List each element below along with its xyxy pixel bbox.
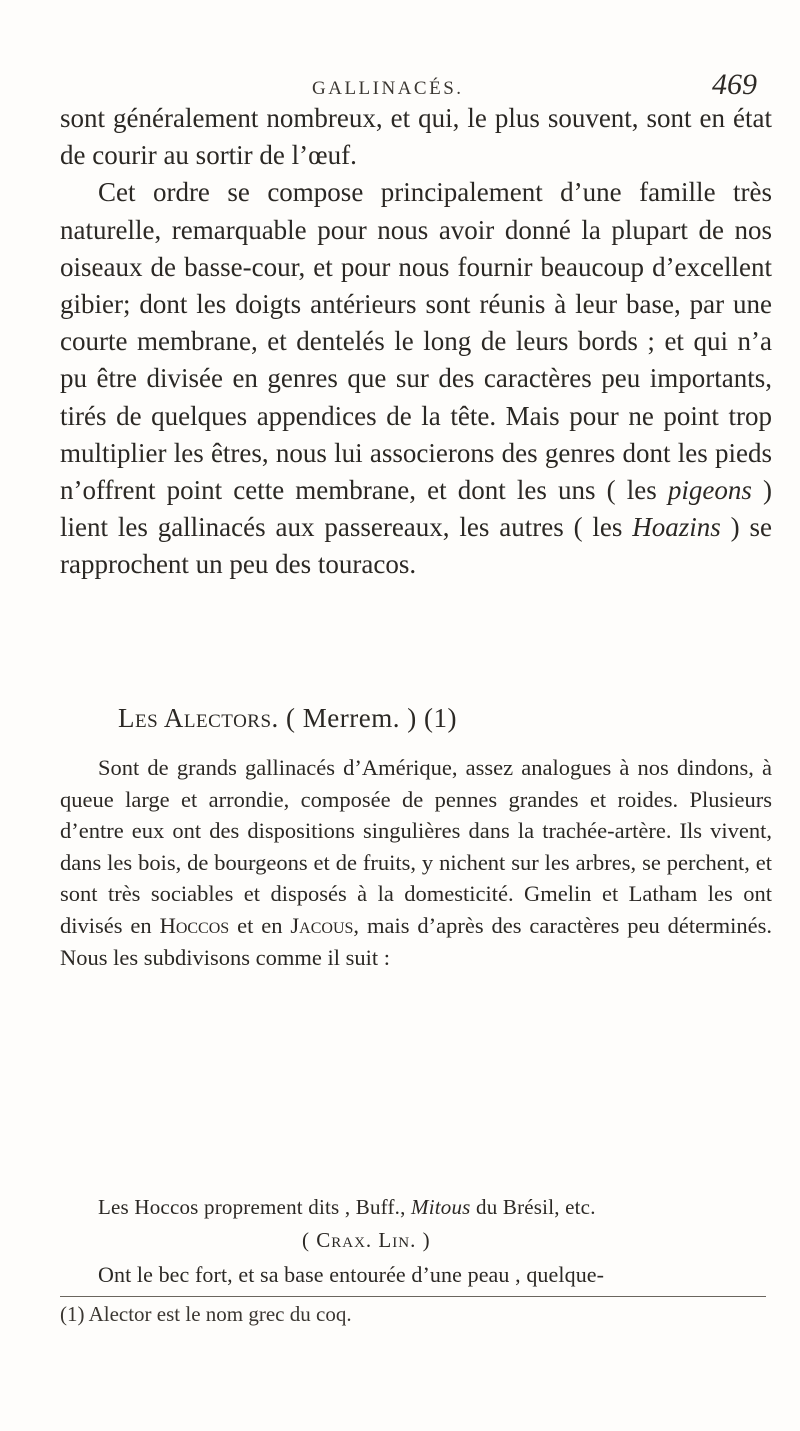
genus-authority: ( Merrem. ) (1): [286, 703, 457, 733]
smallcaps-term: Jacous: [290, 912, 354, 938]
text-run: Les Hoccos proprement dits , Buff.,: [98, 1195, 412, 1219]
text-run: et en: [229, 912, 291, 938]
text-run: sont généralement nombreux, et qui, le plus souvent, sont en état de courir au sortir de l’œuf.: [60, 103, 772, 171]
text-run: du Brésil, etc.: [470, 1195, 596, 1219]
paragraph-continuation: [60, 100, 772, 174]
paragraph-order-description: [60, 174, 772, 583]
genus-heading: [118, 703, 457, 734]
subgenus-continuation: Ont le bec fort, et sa base entourée d’une peau , quelque-: [98, 1262, 605, 1287]
italic-term: Mitous: [411, 1195, 471, 1219]
page-number: 469: [712, 68, 757, 101]
text-run: ) se rapprochent un peu des touracos.: [60, 512, 772, 580]
italic-term: pigeons: [667, 475, 752, 506]
subgenus-hoccos-line: [98, 1195, 596, 1220]
footnote-rule: [60, 1296, 766, 1297]
footnote: (1) Alector est le nom grec du coq.: [60, 1302, 352, 1326]
text-run: Sont de grands gallinacés d’Amérique, assez analogues à nos dindons, à queue large et arrondie, composée de pennes grandes et roides. Plusieurs d’entre eux ont des dispositions singulières dans la trachée-artère. Ils vivent, dans les bois, de bourgeons et de fruits, y nichent sur les arbres, se perchent, et sont très sociables et disposés à la domesticité. Gmelin et Latham les ont divisés en: [60, 755, 772, 938]
genus-name: Les Alectors.: [118, 703, 279, 733]
text-run: ) lient les gallinacés aux passereaux, les autres ( les: [60, 475, 772, 543]
smallcaps-term: Hoccos: [159, 912, 230, 938]
text-run: , mais d’après des caractères peu déterminés. Nous les subdivisons comme il suit :: [60, 912, 772, 970]
main-text-block: [60, 100, 772, 584]
running-head: GALLINACÉS.: [312, 78, 464, 99]
paragraph-alectors: [60, 752, 772, 973]
italic-term: Hoazins: [632, 512, 721, 543]
subgenus-crax-line: ( Crax. Lin. ): [302, 1228, 431, 1252]
text-run: Cet ordre se compose principalement d’une famille très naturelle, remarquable pour nous avoir donné la plupart de nos oiseaux de basse-cour, et pour nous fournir beaucoup d’excellent gibier; dont les doigts antérieurs sont réunis à leur base, par une courte membrane, et dentelés le long de leurs bords ; et qui n’a pu être divisée en genres que sur des caractères peu importants, tirés de quelques appendices de la tête. Mais pour ne point trop multiplier les êtres, nous lui associerons des genres dont les pieds n’offrent point cette membrane, et dont les uns ( les: [60, 177, 772, 506]
genus-text-block: [60, 752, 772, 973]
